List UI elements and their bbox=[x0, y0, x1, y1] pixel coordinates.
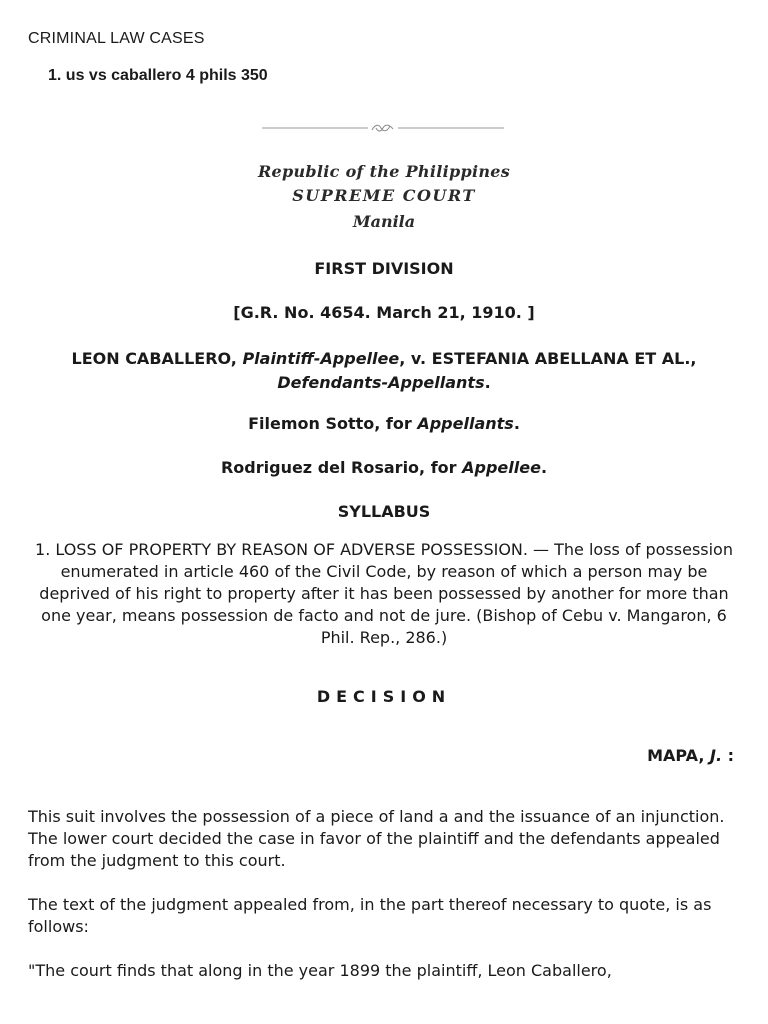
case-number: 1. bbox=[48, 67, 62, 84]
parties-period: . bbox=[484, 373, 491, 392]
syllabus-heading: SYLLABUS bbox=[337, 502, 431, 521]
ponente bbox=[647, 746, 734, 765]
ornament-divider bbox=[262, 120, 504, 136]
versus-defendants: , v. ESTEFANIA ABELLANA ET AL., bbox=[399, 349, 697, 368]
gr-number: [G.R. No. 4654. March 21, 1910. ] bbox=[233, 303, 535, 322]
letterhead-city: Manila bbox=[352, 212, 416, 231]
decision-heading: DECISION bbox=[316, 687, 452, 706]
counsel-appellee bbox=[0, 458, 768, 477]
counsel-appellee-name: Rodriguez del Rosario, for bbox=[220, 458, 457, 477]
defendant-role: Defendants-Appellants bbox=[277, 373, 485, 392]
decision-paragraph-2: The text of the judgment appealed from, in the part thereof necessary to quote, is as follows: bbox=[28, 895, 712, 936]
counsel-appellee-period: . bbox=[540, 458, 548, 477]
syllabus-text: 1. LOSS OF PROPERTY BY REASON OF ADVERSE POSSESSION. — The loss of possession enumerated in article 460 of the Civil Code, by reason of which a person may be deprived of his right to property after it has been possessed by another for more than one year, means possession de facto and not de jure. (Bishop of Cebu v. Mangaron, 6 Phil. Rep., 286.) bbox=[35, 540, 733, 647]
ponente-suffix: : bbox=[722, 746, 734, 765]
counsel-appellants-role: Appellants bbox=[417, 414, 514, 433]
plaintiff-name: LEON CABALLERO, bbox=[71, 349, 237, 368]
ponente-name: MAPA, bbox=[647, 746, 705, 765]
counsel-appellants bbox=[0, 414, 768, 433]
division-heading: FIRST DIVISION bbox=[314, 259, 454, 278]
case-parties bbox=[40, 347, 728, 395]
plaintiff-role: Plaintiff-Appellee bbox=[242, 349, 400, 368]
counsel-appellants-name: Filemon Sotto, for bbox=[248, 414, 412, 433]
letterhead-supreme-court: SUPREME COURT bbox=[292, 186, 476, 205]
ponente-title: J. bbox=[710, 746, 723, 765]
case-title: us vs caballero 4 phils 350 bbox=[65, 67, 268, 84]
case-heading bbox=[48, 67, 268, 85]
decision-paragraph-3: "The court finds that along in the year 1899 the plaintiff, Leon Caballero, bbox=[28, 961, 612, 980]
counsel-appellee-role: Appellee bbox=[462, 458, 541, 477]
letterhead-republic: Republic of the Philippines bbox=[257, 162, 511, 181]
counsel-appellants-period: . bbox=[513, 414, 520, 433]
decision-paragraph-1: This suit involves the possession of a piece of land a and the issuance of an injunction. The lower court decided the case in favor of the plaintiff and the defendants appealed from the judgment to this court. bbox=[28, 807, 725, 870]
document-title: CRIMINAL LAW CASES bbox=[28, 30, 205, 47]
